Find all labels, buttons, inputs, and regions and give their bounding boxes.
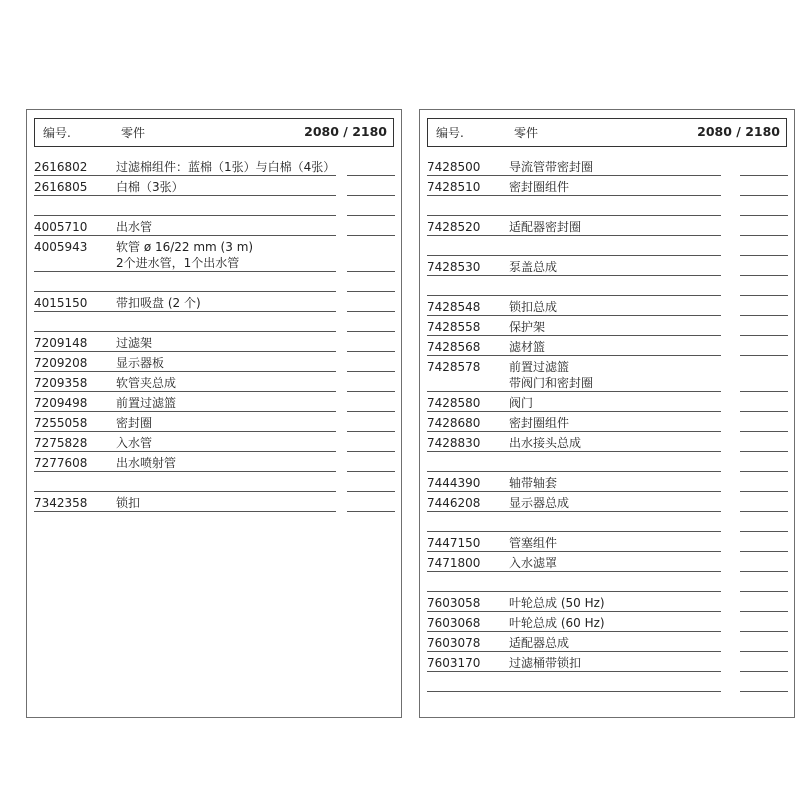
part-number: 7342358 [34,496,88,510]
parts-row [420,632,794,652]
part-description-line: 阀门 [509,396,534,410]
parts-row [27,452,401,472]
parts-row [27,472,401,492]
parts-row [420,156,794,176]
model-label: 2080 / 2180 [304,124,387,139]
parts-row [420,236,794,256]
part-number: 7603078 [427,636,481,650]
parts-row [27,236,401,272]
part-number: 7428500 [427,160,481,174]
part-number: 7255058 [34,416,88,430]
parts-row [420,336,794,356]
part-description [509,475,557,491]
part-description [116,495,140,511]
part-number: 2616805 [34,180,88,194]
parts-row [420,196,794,216]
part-number: 7428548 [427,300,481,314]
parts-row [27,332,401,352]
parts-row [27,412,401,432]
part-description [509,655,581,671]
parts-row [420,552,794,572]
part-number: 7428530 [427,260,481,274]
part-description-line: 出水喷射管 [116,456,177,470]
parts-row [420,612,794,632]
part-description [509,615,605,631]
part-description [116,355,164,371]
part-description [509,359,593,391]
part-number: 7428580 [427,396,481,410]
part-number: 7447150 [427,536,481,550]
part-number: 7209208 [34,356,88,370]
parts-row [27,352,401,372]
part-number: 7428830 [427,436,481,450]
part-description [509,299,557,315]
part-description-line: 锁扣总成 [509,300,558,314]
part-description-line-2: 带阀门和密封圈 [509,376,594,390]
part-description [116,455,176,471]
parts-row [420,316,794,336]
parts-row [420,296,794,316]
parts-row [420,256,794,276]
part-description-line: 保护架 [509,320,546,334]
part-description [509,259,557,275]
part-number: 7603170 [427,656,481,670]
part-description-line: 软管夹总成 [116,376,177,390]
parts-row [27,156,401,176]
part-number: 4005943 [34,240,88,254]
part-description-line: 管塞组件 [509,536,558,550]
part-description-line: 轴带轴套 [509,476,558,490]
part-description-line: 叶轮总成 (50 Hz) [509,596,605,610]
part-number: 4015150 [34,296,88,310]
part-number: 7444390 [427,476,481,490]
part-description-line: 出水接头总成 [509,436,582,450]
row-divider [427,691,721,692]
parts-row [27,432,401,452]
parts-row [27,196,401,216]
part-description [116,295,201,311]
parts-row [27,372,401,392]
part-description [116,159,335,175]
part-description-line: 入水管 [116,436,153,450]
part-number: 7428568 [427,340,481,354]
part-description-line-2: 2个进水管，1个出水管 [116,256,240,270]
part-description [116,179,184,195]
part-description-line: 带扣吸盘 (2 个) [116,296,201,310]
part-description-line: 过滤棉组件：蓝棉（1张）与白棉（4张） [116,160,336,174]
part-description [509,595,605,611]
left-table-header [34,118,394,147]
parts-row [420,432,794,452]
parts-row [27,272,401,292]
part-description-line: 显示器总成 [509,496,570,510]
part-description-line: 出水管 [116,220,153,234]
parts-row [420,532,794,552]
part-description-line: 密封圈组件 [509,416,570,430]
parts-row [420,492,794,512]
left-panel [26,109,402,718]
parts-row [27,492,401,512]
parts-row [420,512,794,532]
part-number: 7471800 [427,556,481,570]
part-description [509,635,569,651]
part-number: 7446208 [427,496,481,510]
part-description-line: 适配器总成 [509,636,570,650]
part-description-line: 前置过滤篮 [116,396,177,410]
part-column-label: 零件 [121,126,146,140]
part-description [509,555,557,571]
parts-row [420,472,794,492]
parts-row [420,572,794,592]
part-number: 7277608 [34,456,88,470]
part-description [116,395,176,411]
part-description-line: 前置过滤篮 [509,360,570,374]
parts-row [420,652,794,672]
part-description [116,335,152,351]
part-number: 7209498 [34,396,88,410]
right-panel [419,109,795,718]
parts-row [27,392,401,412]
part-description [509,319,545,335]
parts-row [420,592,794,612]
row-divider [34,511,336,512]
part-number: 7275828 [34,436,88,450]
parts-row [420,176,794,196]
part-number: 7428520 [427,220,481,234]
part-description-line: 过滤桶带锁扣 [509,656,582,670]
parts-row [420,672,794,692]
part-description-line: 显示器板 [116,356,165,370]
code-column-label: 编号. [43,126,71,140]
part-number: 7209148 [34,336,88,350]
parts-row [420,276,794,296]
part-description [116,415,152,431]
parts-row [420,392,794,412]
part-description [116,375,176,391]
part-number: 7428680 [427,416,481,430]
part-description-line: 入水滤罩 [509,556,558,570]
part-description-line: 白棉（3张） [116,180,184,194]
part-description [116,239,253,271]
part-column-label: 零件 [514,126,539,140]
model-label: 2080 / 2180 [697,124,780,139]
part-description [509,219,581,235]
parts-row [420,356,794,392]
qty-divider [347,511,395,512]
code-column-label: 编号. [436,126,464,140]
part-description-line: 滤材篮 [509,340,546,354]
part-description [116,219,152,235]
part-description-line: 导流管带密封圈 [509,160,594,174]
part-description [509,159,593,175]
part-description [509,495,569,511]
part-description-line: 叶轮总成 (60 Hz) [509,616,605,630]
part-number: 2616802 [34,160,88,174]
qty-divider [740,691,788,692]
part-number: 4005710 [34,220,88,234]
part-description [509,179,569,195]
part-description [509,535,557,551]
part-number: 7603058 [427,596,481,610]
part-number: 7209358 [34,376,88,390]
part-description-line: 密封圈 [116,416,153,430]
part-description-line: 泵盖总成 [509,260,558,274]
part-description-line: 锁扣 [116,496,141,510]
right-table-header [427,118,787,147]
parts-row [420,452,794,472]
parts-row [420,216,794,236]
part-description-line: 适配器密封圈 [509,220,582,234]
part-number: 7428510 [427,180,481,194]
part-description-line: 软管 ø 16/22 mm (3 m) [116,240,254,254]
part-number: 7428578 [427,360,481,374]
part-number: 7428558 [427,320,481,334]
part-number: 7603068 [427,616,481,630]
part-description-line: 密封圈组件 [509,180,570,194]
part-description [509,395,533,411]
parts-row [27,216,401,236]
part-description-line: 过滤架 [116,336,153,350]
parts-row [420,412,794,432]
part-description [509,435,581,451]
parts-row [27,292,401,312]
parts-row [27,312,401,332]
parts-row [27,176,401,196]
part-description [509,415,569,431]
part-description [116,435,152,451]
part-description [509,339,545,355]
